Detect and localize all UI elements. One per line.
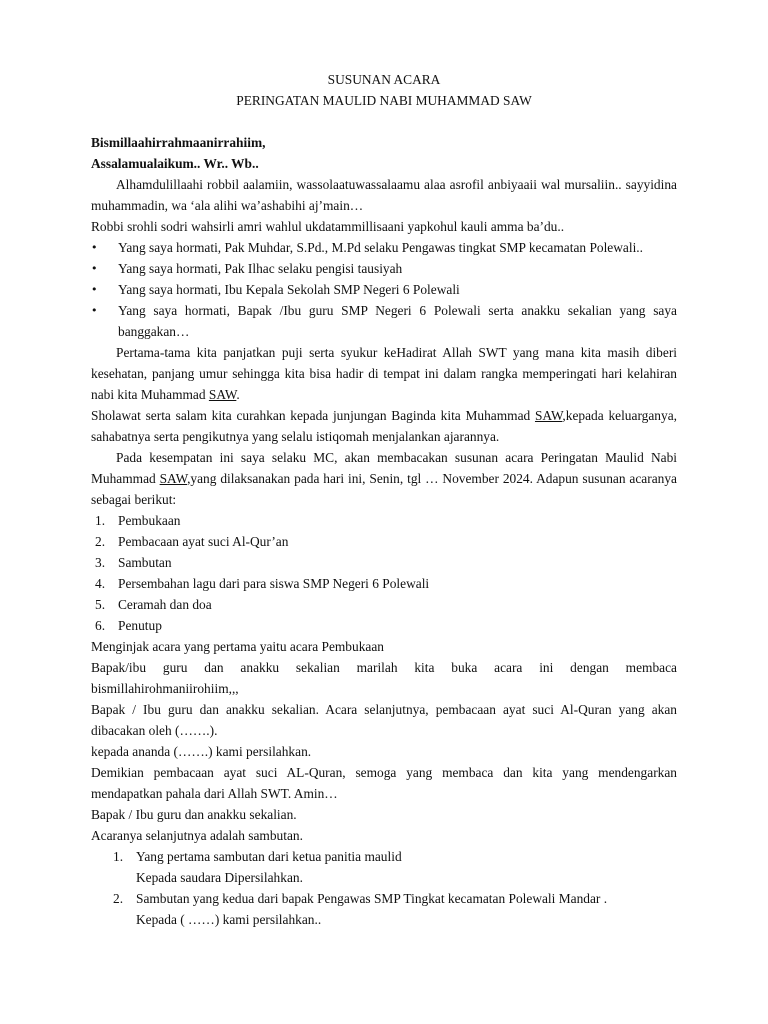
agenda-text: Ceramah dan doa	[118, 597, 212, 612]
sambutan-number: 2.	[113, 891, 124, 906]
quran-invite: kepada ananda (…….) kami persilahkan.	[91, 744, 312, 759]
agenda-number: 5.	[95, 597, 106, 612]
hamdalah-paragraph: Alhamdulillaahi robbil aalamiin, wassolaatuwassalaamu alaa asrofil anbiyaaii wal mursaliin.. sayyidina muhammadin, wa ‘ala alihi wa’ashabihi aj’main…	[91, 177, 677, 213]
saw-underlined: SAW	[208, 387, 237, 402]
sholawat-text: Sholawat serta salam kita curahkan kepada junjungan Baginda kita Muhammad	[91, 408, 535, 423]
document-subtitle: PERINGATAN MAULID NABI MUHAMMAD SAW	[236, 93, 532, 108]
mc-paragraph	[91, 447, 677, 510]
greeting-item	[91, 258, 677, 279]
document-content	[91, 69, 677, 930]
greeting-text: Yang saya hormati, Ibu Kepala Sekolah SMP Negeri 6 Polewali	[118, 282, 460, 297]
sambutan-intro: Acaranya selanjutnya adalah sambutan.	[91, 828, 303, 843]
sambutan-line: Sambutan yang kedua dari bapak Pengawas SMP Tingkat kecamatan Polewali Mandar .	[136, 891, 608, 906]
agenda-number: 3.	[95, 555, 106, 570]
sambutan-list	[91, 846, 677, 930]
sambutan-item	[91, 846, 677, 888]
greeting-text: Yang saya hormati, Bapak /Ibu guru SMP Negeri 6 Polewali serta anakku sekalian yang saya banggakan…	[118, 303, 677, 339]
quran-intro: Bapak / Ibu guru dan anakku sekalian. Acara selanjutnya, pembacaan ayat suci Al-Quran yang akan dibacakan oleh (…….).	[91, 702, 677, 738]
sambutan-number: 1.	[113, 849, 124, 864]
agenda-text: Persembahan lagu dari para siswa SMP Negeri 6 Polewali	[118, 576, 430, 591]
sambutan-invite: Kepada saudara Dipersilahkan.	[136, 870, 303, 885]
agenda-text: Pembukaan	[118, 513, 181, 528]
greeting-text: Yang saya hormati, Pak Ilhac selaku pengisi tausiyah	[118, 261, 403, 276]
bullet-marker: •	[91, 283, 98, 296]
agenda-text: Pembacaan ayat suci Al-Qur’an	[118, 534, 289, 549]
agenda-text: Sambutan	[118, 555, 172, 570]
agenda-item	[91, 573, 677, 594]
mc-end: ,yang dilaksanakan pada hari ini, Senin, tgl … November 2024. Adapun susunan acaranya sebagai berikut:	[91, 471, 677, 507]
agenda-item	[91, 552, 677, 573]
thanks-paragraph	[91, 342, 677, 405]
agenda-number: 4.	[95, 576, 106, 591]
bullet-marker: •	[91, 304, 98, 317]
agenda-item	[91, 594, 677, 615]
thanks-text: Pertama-tama kita panjatkan puji serta syukur keHadirat Allah SWT yang mana kita masih diberi kesehatan, panjang umur sehingga kita bisa hadir di tempat ini dalam rangka memperingati hari kelahiran nabi kita Muhammad	[91, 345, 677, 402]
sambutan-invite: Kepada ( ……) kami persilahkan..	[136, 912, 322, 927]
thanks-end: .	[236, 387, 240, 402]
bullet-marker: •	[91, 241, 98, 254]
basmalah-line: Bismillaahirrahmaanirrahiim,	[91, 135, 266, 150]
agenda-item	[91, 531, 677, 552]
greeting-item	[91, 300, 677, 342]
agenda-number: 2.	[95, 534, 106, 549]
greeting-text: Yang saya hormati, Pak Muhdar, S.Pd., M.Pd selaku Pengawas tingkat SMP kecamatan Polewali..	[118, 240, 643, 255]
saw-underlined: SAW	[534, 408, 563, 423]
address-line: Bapak / Ibu guru dan anakku sekalian.	[91, 807, 297, 822]
greeting-item	[91, 237, 677, 258]
bismillah-invite-line1: Bapak/ibu guru dan anakku sekalian marilah kita buka acara ini dengan membaca	[91, 660, 677, 675]
bullet-marker: •	[91, 262, 98, 275]
agenda-item	[91, 510, 677, 531]
sambutan-item	[91, 888, 677, 930]
salam-line: Assalamualaikum.. Wr.. Wb..	[91, 156, 259, 171]
robbi-paragraph: Robbi srohli sodri wahsirli amri wahlul ukdatammillisaani yapkohul kauli amma ba’du..	[91, 219, 565, 234]
agenda-list	[91, 510, 677, 636]
agenda-text: Penutup	[118, 618, 162, 633]
quran-closing: Demikian pembacaan ayat suci AL-Quran, semoga yang membaca dan kita yang mendengarkan mendapatkan pahala dari Allah SWT. Amin…	[91, 765, 677, 801]
pembukaan-intro: Menginjak acara yang pertama yaitu acara Pembukaan	[91, 639, 384, 654]
greetings-list	[91, 237, 677, 342]
agenda-number: 1.	[95, 513, 106, 528]
agenda-item	[91, 615, 677, 636]
bismillah-invite-line2: bismillahirohmaniirohiim,,,	[91, 681, 239, 696]
document-title: SUSUNAN ACARA	[327, 72, 441, 87]
sambutan-line: Yang pertama sambutan dari ketua panitia maulid	[136, 849, 402, 864]
sholawat-paragraph	[91, 405, 677, 447]
sholawat-end: ,kepada keluarganya, sahabatnya serta pengikutnya yang selalu istiqomah menjalankan ajarannya.	[91, 408, 677, 444]
saw-underlined: SAW	[159, 471, 188, 486]
mc-text: Pada kesempatan ini saya selaku MC, akan membacakan susunan acara Peringatan Maulid Nabi Muhammad	[91, 450, 677, 486]
greeting-item	[91, 279, 677, 300]
agenda-number: 6.	[95, 618, 106, 633]
